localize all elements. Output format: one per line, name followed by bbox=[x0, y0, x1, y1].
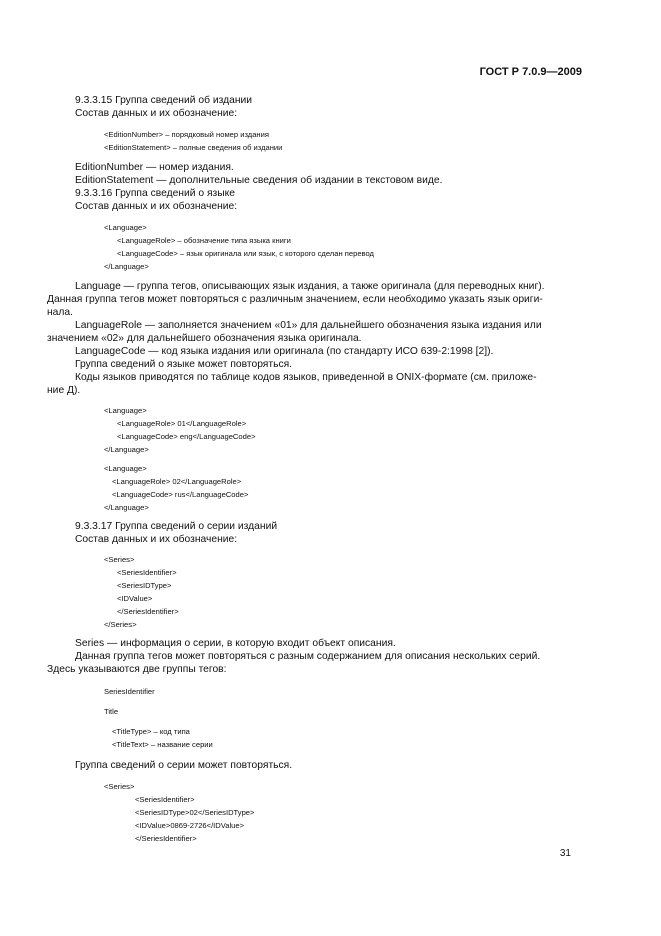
code-line: <EditionNumber> – порядковый номер издания bbox=[104, 130, 269, 139]
paragraph-line: Данная группа тегов может повторяться с различным значением, если необходимо указать язык ориги- bbox=[47, 294, 543, 305]
code-line: </SeriesIdentifier> bbox=[135, 834, 197, 843]
code-line: <Language> bbox=[104, 406, 147, 415]
code-line: <Series> bbox=[104, 555, 135, 564]
section-intro: Состав данных и их обозначение: bbox=[75, 534, 238, 545]
paragraph-line: Language — группа тегов, описывающих язык издания, а также оригинала (для переводных книг). bbox=[75, 281, 545, 292]
document-standard-header: ГОСТ Р 7.0.9—2009 bbox=[479, 66, 582, 78]
paragraph-line: нала. bbox=[47, 307, 74, 318]
code-line: </Language> bbox=[104, 445, 149, 454]
paragraph-line: Группа сведений о серии может повторяться. bbox=[75, 760, 293, 771]
code-line: <TitleText> – название серии bbox=[112, 740, 213, 749]
code-line: <TitleType> – код типа bbox=[112, 727, 190, 736]
code-line: </SeriesIdentifier> bbox=[117, 607, 179, 616]
paragraph-line: LanguageCode — код языка издания или оригинала (по стандарту ИСО 639-2:1998 [2]). bbox=[75, 346, 494, 357]
section-intro: Состав данных и их обозначение: bbox=[75, 108, 238, 119]
code-line: </Language> bbox=[104, 262, 149, 271]
paragraph-line: Данная группа тегов может повторяться с разным содержанием для описания нескольких серий. bbox=[75, 651, 541, 662]
code-line: <Series> bbox=[104, 782, 135, 791]
paragraph-line: значением «02» для дальнейшего обозначения языка оригинала. bbox=[47, 333, 362, 344]
section-heading-edition: 9.3.3.15 Группа сведений об издании bbox=[75, 95, 253, 106]
paragraph-line: Группа сведений о языке может повторяться. bbox=[75, 359, 293, 370]
definition-text: EditionNumber — номер издания. bbox=[75, 162, 234, 173]
paragraph-line: Здесь указываются две группы тегов: bbox=[47, 664, 227, 675]
code-line: <LanguageRole> 01</LanguageRole> bbox=[117, 419, 247, 428]
code-line: <SeriesIDType> bbox=[117, 581, 172, 590]
paragraph-line: Коды языков приводятся по таблице кодов языков, приведенной в ONIX-формате (см. приложе- bbox=[75, 372, 537, 383]
code-line: <Language> bbox=[104, 464, 147, 473]
code-line: <IDValue> bbox=[117, 594, 153, 603]
paragraph-line: ние Д). bbox=[47, 385, 81, 396]
code-line: <LanguageCode> eng</LanguageCode> bbox=[117, 432, 256, 441]
code-line: <SeriesIdentifier> bbox=[135, 795, 195, 804]
paragraph-line: Series — информация о серии, в которую входит объект описания. bbox=[75, 638, 396, 649]
code-line: <LanguageCode> – язык оригинала или язык, с которого сделан перевод bbox=[117, 249, 374, 258]
code-line: <SeriesIdentifier> bbox=[117, 568, 177, 577]
code-line: <SeriesIDType>02</SeriesIDType> bbox=[135, 808, 255, 817]
code-line: <EditionStatement> – полные сведения об издании bbox=[104, 143, 283, 152]
section-heading-language: 9.3.3.16 Группа сведений о языке bbox=[75, 188, 235, 199]
section-heading-series: 9.3.3.17 Группа сведений о серии изданий bbox=[75, 521, 278, 532]
code-line: <LanguageRole> – обозначение типа языка книги bbox=[117, 236, 291, 245]
tag-group-name: SeriesIdentifier bbox=[104, 687, 155, 696]
tag-group-name: Title bbox=[104, 707, 119, 716]
code-line: </Series> bbox=[104, 620, 137, 629]
code-line: <LanguageCode> rus</LanguageCode> bbox=[112, 490, 249, 499]
code-line: </Language> bbox=[104, 503, 149, 512]
page-number: 31 bbox=[559, 848, 571, 859]
code-line: <Language> bbox=[104, 223, 147, 232]
code-line: <LanguageRole> 02</LanguageRole> bbox=[112, 477, 242, 486]
definition-text: EditionStatement — дополнительные сведения об издании в текстовом виде. bbox=[75, 175, 443, 186]
section-intro: Состав данных и их обозначение: bbox=[75, 201, 238, 212]
paragraph-line: LanguageRole — заполняется значением «01» для дальнейшего обозначения языка издания или bbox=[75, 320, 542, 331]
code-line: <IDValue>0869-2726</IDValue> bbox=[135, 821, 245, 830]
